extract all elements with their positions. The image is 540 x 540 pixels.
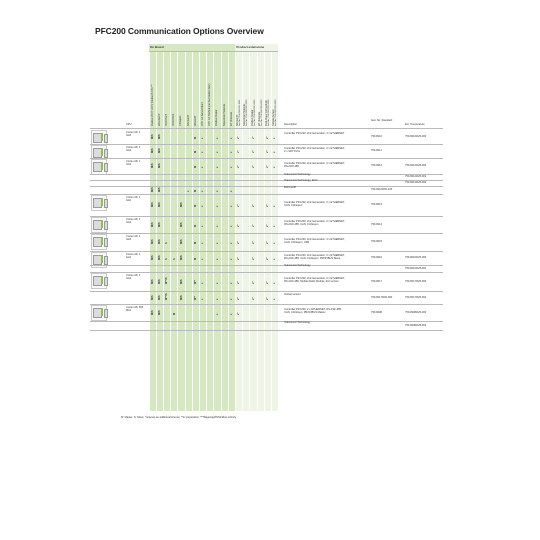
description-cell: Controller PFC200; 2nd Generation; 2 x ETHERNET, CAN, CANopen: [284, 200, 345, 207]
ext-temp-cell: 750-8212/025-000: [405, 164, 427, 168]
mark-cell: M/S: [150, 163, 154, 169]
column-note: Item No. 2759-0302/0011-0000: [239, 99, 242, 126]
column-header: Remote Access: [272, 109, 276, 126]
item-no-cell: 750-8215: [371, 240, 382, 244]
device-module: [104, 277, 108, 286]
mark-cell: x: [215, 205, 219, 208]
row-rule: [90, 265, 443, 266]
col-divider: [221, 51, 222, 411]
column-header: IoT Protocols: [229, 111, 233, 126]
mark-cell: x: [230, 282, 234, 284]
ext-temp-cell: 750-8210/025-000: [405, 134, 427, 138]
mark-cell: M: [172, 312, 176, 315]
mark-cell: M: [194, 224, 198, 227]
mark-cell: x: [230, 166, 234, 169]
ext-temp-header: Ext. Temperature: [405, 123, 425, 126]
mark-cell: x*: [251, 204, 255, 208]
col-divider: [177, 51, 178, 411]
mark-cell: M/S: [158, 295, 162, 300]
device-module: [104, 309, 108, 318]
mark-cell: x: [201, 137, 205, 139]
mark-cell: x: [215, 258, 219, 261]
mark-cell: x*: [251, 281, 255, 284]
cpu-cell: Cortex A8, 1 GHz: [126, 195, 141, 202]
cpu-cell: Cortex A8, 1 GHz: [126, 234, 141, 241]
mark-cell: M/S: [179, 222, 183, 227]
mark-cell: x: [215, 151, 219, 154]
col-divider: [257, 51, 258, 411]
column-header: CANopen: [179, 115, 183, 126]
mark-cell: M/S: [150, 295, 154, 300]
col-divider: [163, 51, 164, 411]
mark-cell: x*: [237, 224, 241, 227]
mark-cell: x: [215, 225, 219, 227]
mark-cell: x: [215, 298, 219, 300]
footnote: M: Master, S: Slave; *requires an additional license; **in preparation; ***WagoAppPlcModbus Library: [121, 416, 237, 419]
col-divider: [213, 51, 214, 411]
row-rule: [90, 174, 443, 175]
mark-cell: x*: [237, 241, 241, 245]
mark-cell: x*: [266, 297, 270, 300]
cpu-header: CPU: [126, 123, 132, 126]
mark-cell: M/S: [179, 279, 183, 284]
mark-cell: M/S: [158, 163, 162, 169]
column-header: OPC UA Server/Client: [200, 102, 204, 126]
ext-temp-cell: 750-8216/025-000: [405, 256, 427, 260]
mark-cell: x: [230, 137, 234, 139]
page-title: PFC200 Communication Options Overview: [95, 26, 264, 36]
cpu-cell: Cortex A8, 1 GHz: [126, 252, 141, 259]
description-cell: Controller PFC200; 2nd Generation; 4 x ETHERNET, CAN, CANopen, USB: [284, 237, 345, 244]
description-cell: Controller PFC200; 2nd Generation; 2 x ETHERNET, RS-232/-485, Mobile Radio Module, EU version: [284, 277, 345, 284]
column-note: Item No. 2759-0302/0013-0000: [253, 99, 256, 126]
device-module: [104, 256, 108, 265]
mark-cell: M/S: [150, 134, 154, 139]
description-cell: Global version: [284, 293, 301, 297]
col-divider: [206, 51, 207, 411]
column-header: Modbus Master: [250, 109, 254, 126]
mark-cell: x*: [266, 281, 270, 284]
description-cell: Telecontrol Technology; ECO: [284, 178, 318, 182]
mark-cell: M: [194, 205, 198, 208]
col-divider: [185, 51, 186, 411]
description-header: Description: [284, 123, 298, 126]
mark-cell: x: [230, 151, 234, 154]
mark-cell: x*: [251, 150, 255, 154]
item-no-cell: 750-8216: [371, 256, 382, 260]
mark-cell: x: [273, 242, 277, 245]
row-rule: [90, 330, 443, 331]
mark-cell: M/S: [158, 187, 162, 193]
mark-cell: x: [201, 205, 205, 208]
mark-cell: x: [201, 298, 205, 300]
col-divider: [249, 51, 250, 411]
mark-cell: x*: [237, 312, 241, 315]
column-note: Item No. 2759-0302/0012-0000: [246, 99, 249, 126]
mark-cell: x: [230, 313, 234, 315]
description-cell: BACnet/IP: [284, 185, 297, 189]
item-no-cell: 750-8211: [371, 149, 382, 153]
ext-temp-cell: 750-8212/025-001: [405, 175, 427, 179]
mark-cell: x*: [237, 165, 241, 169]
mark-cell: x: [215, 190, 219, 193]
item-no-cell: 750-8208: [371, 310, 382, 314]
mark-cell: x: [273, 258, 277, 261]
mark-cell: x: [215, 166, 219, 169]
mark-cell: x*: [251, 257, 255, 261]
col-divider: [199, 51, 200, 411]
column-header: Multi-Cloud Connectivity: [264, 100, 268, 126]
column-header: PROFIBUS: [172, 113, 176, 126]
column-header: Telecontrol Protocols: [243, 103, 247, 126]
mark-cell: x*: [266, 204, 270, 208]
mark-cell: x: [215, 242, 219, 245]
mark-cell: M: [194, 190, 198, 193]
mark-cell: x: [273, 205, 277, 208]
mark-cell: x*: [237, 204, 241, 208]
mark-cell: x: [273, 166, 277, 169]
cpu-cell: Cortex A8, 1 GHz: [126, 145, 141, 152]
mark-cell: x: [186, 190, 190, 193]
cpu-cell: Cortex A8, 1 GHz: [126, 273, 141, 280]
mark-cell: M/S: [150, 202, 154, 208]
row-rule: [90, 180, 443, 181]
mark-cell: x: [201, 190, 205, 193]
mark-cell: x*: [237, 297, 241, 300]
item-no-header: Item No. Standard:: [371, 119, 393, 122]
mark-cell: M**: [194, 279, 198, 284]
item-no-cell: 750-8217: [371, 279, 382, 283]
mark-cell: M/S: [158, 202, 162, 208]
mark-cell: M/S: [150, 239, 154, 245]
mark-cell: x*: [266, 257, 270, 261]
mark-cell: x: [273, 151, 277, 154]
mark-cell: x: [273, 282, 277, 284]
mark-cell: x*: [266, 241, 270, 245]
mark-cell: x: [273, 137, 277, 139]
mark-cell: M/S: [150, 310, 154, 315]
mark-cell: x*: [266, 150, 270, 154]
row-rule: [90, 186, 443, 187]
ext-temp-cell: 750-8212/025-002: [405, 181, 427, 185]
mark-cell: x*: [237, 281, 241, 284]
mark-cell: M/S: [179, 255, 183, 261]
mark-cell: M: [194, 242, 198, 245]
item-no-cell: 750-8210: [371, 134, 382, 138]
mark-cell: x: [230, 298, 234, 300]
device-module: [104, 238, 108, 247]
device-module: [104, 163, 108, 172]
description-cell: Controller PFC200; 2nd Generation; 2 x ETHERNET, RS-232/-485, CAN, CANopen, PROFIBUS Slave: [284, 253, 345, 260]
col-divider: [271, 51, 272, 411]
mark-cell: M/S: [150, 222, 154, 227]
column-header: EtherCAT: [193, 115, 197, 126]
mark-cell: M/S: [158, 310, 162, 315]
col-divider: [278, 51, 279, 411]
mark-cell: x: [201, 166, 205, 169]
col-divider: [170, 51, 171, 411]
col-divider: [235, 51, 236, 411]
column-note: Item No. 2759-0302/0016-0000: [275, 99, 278, 126]
column-header: PROFINET: [164, 113, 168, 126]
column-header: Telecontrol Protocols: [222, 103, 226, 126]
mark-cell: x*: [237, 136, 241, 139]
col-divider: [156, 51, 157, 411]
description-cell: Telecontrol Technology: [284, 264, 311, 268]
group-rule: [149, 51, 279, 52]
mark-cell: x: [230, 225, 234, 227]
ext-temp-cell: 750-8208/025-000: [405, 310, 427, 314]
description-cell: Telecontrol Technology: [284, 321, 311, 325]
description-cell: Controller PFC200; 2nd Generation; 2 x ETHERNET, RS-232/-485: [284, 161, 345, 168]
cpu-cell: Cortex A8, 1 GHz: [126, 217, 141, 224]
mark-cell: x*: [251, 224, 255, 227]
mark-cell: M: [194, 166, 198, 169]
column-header: BACnet/IP: [236, 114, 240, 126]
item-no-cell: 750-8213: [371, 203, 382, 207]
mark-cell: x: [201, 258, 205, 261]
mark-cell: x*: [237, 257, 241, 261]
mark-cell: M**/S: [165, 293, 169, 300]
ext-temp-cell: 750-8217/625-000: [405, 279, 427, 283]
mark-cell: M: [194, 258, 198, 261]
mark-cell: M/S: [179, 239, 183, 245]
ext-temp-cell: 750-8208/025-001: [405, 323, 427, 327]
mark-cell: x: [215, 137, 219, 139]
mark-cell: x: [215, 313, 219, 315]
column-header: BACnet/IP: [186, 114, 190, 126]
cpu-cell: Cortex A8, 600 MHz: [126, 305, 144, 312]
mark-cell: x*: [266, 224, 270, 227]
mark-cell: x: [230, 190, 234, 193]
mark-cell: x: [201, 225, 205, 227]
mark-cell: x*: [237, 150, 241, 154]
mark-cell: x*: [251, 297, 255, 300]
mark-cell: M/S: [150, 255, 154, 261]
column-note: Item No. 2759-0302/0015-0000: [267, 99, 270, 126]
mark-cell: M: [194, 151, 198, 154]
mark-cell: x: [230, 242, 234, 245]
mark-cell: M: [194, 136, 198, 139]
mark-cell: x*: [266, 165, 270, 169]
mark-cell: M/S: [150, 279, 154, 284]
description-cell: Controller PFC200; 2nd Generation; 4 x ETHERNET: [284, 132, 345, 136]
col-divider: [228, 51, 229, 411]
mark-cell: x: [230, 205, 234, 208]
description-cell: Controller PFC200; 2 x ETHERNET, RS-232/-485, CAN, CANopen, PROFIBUS Master: [284, 308, 342, 315]
ext-temp-cell: 750-8216/025-001: [405, 266, 427, 270]
mark-cell: x: [201, 242, 205, 245]
group-header-onboard: On Board: [150, 45, 164, 49]
column-header: Modbus Master: [215, 109, 219, 126]
mark-cell: M/S: [179, 202, 183, 208]
description-cell: Controller PFC200; 2nd Generation; 2 x ETHERNET, 2 x SFP Ports: [284, 146, 345, 153]
mark-cell: x: [201, 282, 205, 284]
column-note: Item No. 2759-0302/0014-0000: [260, 99, 263, 126]
mark-cell: x: [201, 151, 205, 154]
column-header: IoT Protocols: [257, 111, 261, 126]
item-no-cell: 750-8214: [371, 222, 382, 226]
mark-cell: M/S: [150, 187, 154, 193]
item-no-cell: 750-8212: [371, 164, 382, 168]
cpu-cell: Cortex A8, 1 GHz: [126, 159, 141, 166]
column-header: OPC UA PubSub (can be installed later): [208, 83, 212, 126]
mark-cell: S: [172, 258, 176, 261]
mark-cell: x: [215, 282, 219, 284]
col-divider: [192, 51, 193, 411]
cpu-cell: Cortex A8, 1 GHz: [126, 130, 141, 137]
item-no-cell: 750-8217/600-000: [371, 295, 393, 299]
device-module: [104, 221, 108, 230]
mark-cell: x*: [266, 136, 270, 139]
column-header: EtherNet/IP: [157, 113, 161, 126]
mark-cell: M/S: [158, 148, 162, 154]
mark-cell: M/S: [158, 279, 162, 284]
mark-cell: M/S: [158, 222, 162, 227]
group-header-extensions: Product extensions: [236, 45, 265, 49]
item-no-cell: 750-8212/000-100: [371, 188, 393, 192]
mark-cell: M/S: [158, 134, 162, 139]
description-cell: Controller PFC200; 2nd Generation; 2 x ETHERNET, RS-232/-485, CAN, CANopen: [284, 220, 345, 227]
mark-cell: M**: [194, 295, 198, 300]
description-cell: Telecontrol Technology: [284, 172, 311, 176]
row-rule: [90, 291, 443, 292]
mark-cell: x: [273, 225, 277, 227]
mark-cell: M/S: [158, 239, 162, 245]
mark-cell: x: [273, 298, 277, 300]
mark-cell: S: [165, 242, 169, 245]
header-rule: [90, 128, 443, 129]
col-divider: [149, 51, 150, 411]
mark-cell: M**/S: [165, 277, 169, 284]
column-header: Modbus (TCP, UDP)/ Modbus®-RTU***: [150, 84, 154, 126]
mark-cell: x*: [251, 165, 255, 169]
mark-cell: S: [165, 258, 169, 261]
ext-temp-cell: 750-8217/625-001: [405, 295, 427, 299]
mark-cell: M/S: [150, 148, 154, 154]
mark-cell: M/S: [179, 295, 183, 300]
device-module: [104, 134, 108, 143]
device-module: [104, 199, 108, 208]
mark-cell: x*: [251, 241, 255, 245]
mark-cell: x: [230, 258, 234, 261]
mark-cell: M/S: [158, 255, 162, 261]
mark-cell: x*: [251, 136, 255, 139]
device-module: [104, 149, 108, 158]
